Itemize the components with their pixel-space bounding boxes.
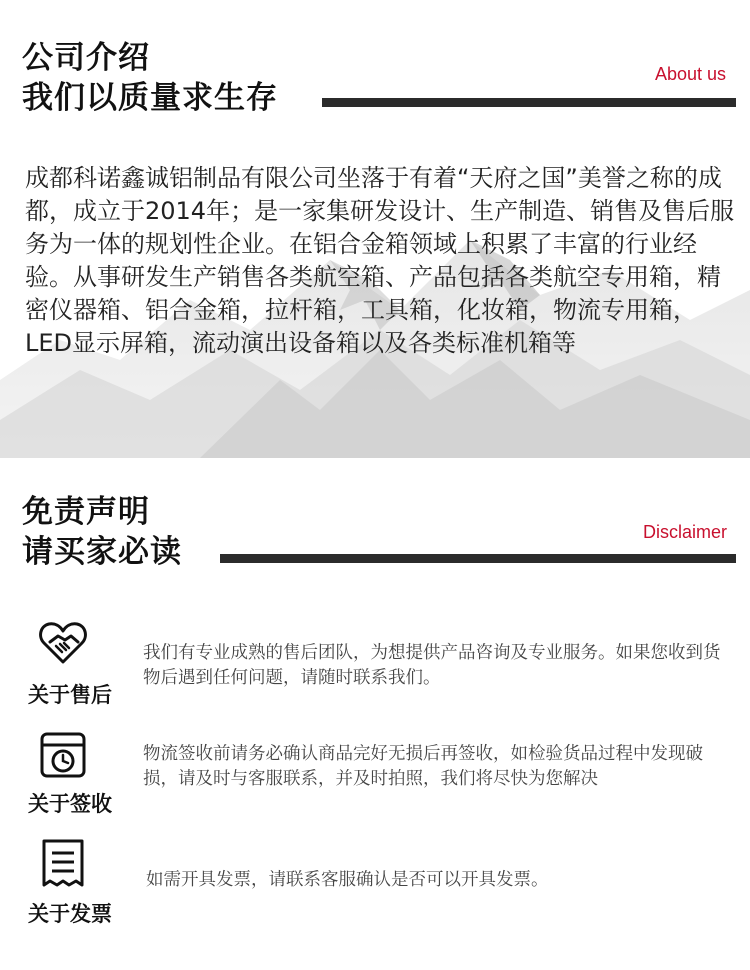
after-sales-row [0,618,750,713]
after-sales-text: 我们有专业成熟的售后团队，为想提供产品咨询及专业服务。如果您收到货物后遇到任何问题，请随时联系我们。 [143,643,721,688]
company-intro-text: 成都科诺鑫诚铝制品有限公司坐落于有着“天府之国”美誉之称的成都，成立于2014年；是一家集研发设计、生产制造、销售及售后服务为一体的规划性企业。在铝合金箱领域上积累了丰富的行业经验。从事研发生产销售各类航空箱、产品包括各类航空专用箱，精密仪器箱、铝合金箱，拉杆箱，工具箱，化妆箱，物流专用箱，LED显示屏箱，流动演出设备箱以及各类标准机箱等 [25,164,735,357]
invoice-row [0,838,750,933]
about-us-tag: About us [655,64,727,84]
disclaimer-section [0,458,750,970]
handshake-heart-icon [38,618,88,668]
delivery-row [0,730,750,825]
company-heading [22,38,278,118]
invoice-document-icon [38,838,88,888]
disclaimer-title-bar [220,554,736,563]
disclaimer-subtitle: 请买家必读 [22,534,182,570]
invoice-label: 关于发票 [28,902,112,926]
disclaimer-title: 免责声明 [22,494,150,530]
company-section [0,0,750,458]
company-title-bar [322,98,736,107]
disclaimer-tag: Disclaimer [643,522,728,542]
after-sales-label: 关于售后 [28,683,112,707]
company-title: 公司介绍 [22,40,150,76]
delivery-text: 物流签收前请务必确认商品完好无损后再签收，如检验货品过程中发现破损，请及时与客服联系，并及时拍照，我们将尽快为您解决 [143,744,703,789]
disclaimer-heading [22,492,182,572]
invoice-text: 如需开具发票，请联系客服确认是否可以开具发票。 [146,870,549,890]
delivery-clock-icon [38,730,88,780]
company-subtitle: 我们以质量求生存 [22,80,278,116]
delivery-label: 关于签收 [28,792,112,816]
